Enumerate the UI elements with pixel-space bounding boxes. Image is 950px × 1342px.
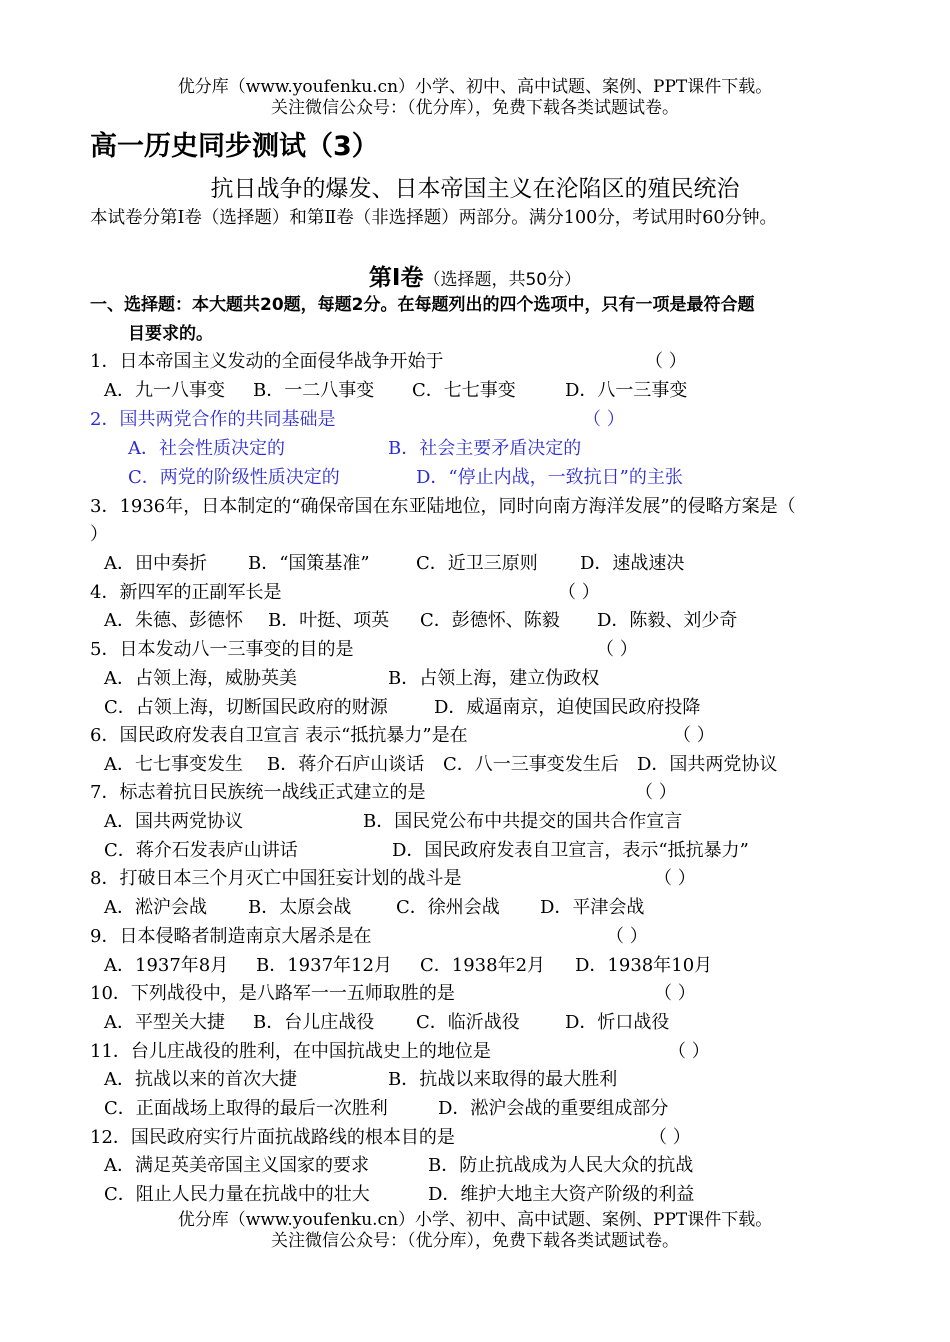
exam-intro: 本试卷分第Ⅰ卷（选择题）和第Ⅱ卷（非选择题）两部分。满分100分，考试用时60分钟。 (90, 208, 777, 228)
question-2-option-d: D．“停止内战，一致抗日”的主张 (416, 467, 683, 488)
question-11-option-c: C．正面战场上取得的最后一次胜利 (104, 1098, 388, 1119)
part-heading-note: （选择题，共50分） (423, 270, 582, 290)
question-8-answer-blank: （ ） (654, 868, 696, 889)
question-2-option-b: B．社会主要矛盾决定的 (388, 438, 582, 459)
section-heading-line-1: 一、选择题：本大题共20题，每题2分。在每题列出的四个选项中，只有一项是最符合题 (90, 295, 755, 315)
question-8-option-a: A．淞沪会战 (104, 897, 207, 918)
question-11-option-a: A．抗战以来的首次大捷 (104, 1069, 297, 1090)
page-title: 高一历史同步测试（3） (90, 131, 379, 162)
question-1-stem: 1．日本帝国主义发动的全面侵华战争开始于 (90, 351, 444, 372)
question-9-stem: 9．日本侵略者制造南京大屠杀是在 (90, 926, 372, 947)
question-11-option-d: D．淞沪会战的重要组成部分 (438, 1098, 669, 1119)
question-5-option-c: C．占领上海，切断国民政府的财源 (104, 697, 388, 718)
question-8-stem: 8．打破日本三个月灭亡中国狂妄计划的战斗是 (90, 868, 462, 889)
question-11-answer-blank: （ ） (668, 1041, 710, 1062)
question-11-stem: 11．台儿庄战役的胜利，在中国抗战史上的地位是 (90, 1041, 491, 1062)
question-8-option-b: B．太原会战 (248, 897, 352, 918)
question-7-answer-blank: （ ） (635, 782, 677, 803)
question-6-option-d: D．国共两党协议 (637, 754, 778, 775)
question-3-stem-continued: ） (90, 524, 108, 545)
question-3-option-c: C．近卫三原则 (416, 553, 538, 574)
footer-line-2: 关注微信公众号：（优分库），免费下载各类试题试卷。 (271, 1231, 679, 1251)
question-12-option-a: A．满足英美帝国主义国家的要求 (104, 1155, 369, 1176)
part-heading-main: 第Ⅰ卷 (368, 265, 424, 291)
question-1-answer-blank: （ ） (645, 351, 687, 372)
question-6-option-b: B．蒋介石庐山谈话 (267, 754, 425, 775)
question-6-option-c: C．八一三事变发生后 (443, 754, 619, 775)
question-4-stem: 4．新四军的正副军长是 (90, 582, 282, 603)
question-7-option-d: D．国民政府发表自卫宣言，表示“抵抗暴力” (392, 840, 749, 861)
header-line-2: 关注微信公众号：（优分库），免费下载各类试题试卷。 (271, 98, 679, 118)
question-4-option-d: D．陈毅、刘少奇 (597, 610, 738, 631)
question-12-option-b: B．防止抗战成为人民大众的抗战 (428, 1155, 694, 1176)
question-10-option-c: C．临沂战役 (416, 1012, 520, 1033)
question-1-option-c: C．七七事变 (412, 380, 516, 401)
question-3-option-a: A．田中奏折 (104, 553, 207, 574)
question-8-option-d: D．平津会战 (540, 897, 645, 918)
question-5-stem: 5．日本发动八一三事变的目的是 (90, 639, 354, 660)
question-7-option-a: A．国共两党协议 (104, 811, 243, 832)
question-1-option-d: D．八一三事变 (565, 380, 688, 401)
question-1-option-b: B．一二八事变 (253, 380, 375, 401)
question-10-stem: 10．下列战役中，是八路军一一五师取胜的是 (90, 983, 455, 1004)
part-heading (0, 263, 950, 295)
question-3-option-b: B．“国策基准” (248, 553, 370, 574)
question-9-option-a: A．1937年8月 (104, 955, 229, 976)
question-4-option-a: A．朱德、彭德怀 (104, 610, 243, 631)
question-2-answer-blank: （ ） (583, 409, 625, 430)
question-5-option-d: D．威逼南京，迫使国民政府投降 (434, 697, 701, 718)
question-12-option-c: C．阻止人民力量在抗战中的壮大 (104, 1184, 370, 1205)
question-10-option-b: B．台儿庄战役 (253, 1012, 375, 1033)
question-12-answer-blank: （ ） (649, 1127, 691, 1148)
footer-line-1: 优分库（www.youfenku.cn）小学、初中、高中试题、案例、PPT课件下载。 (177, 1210, 773, 1230)
question-4-answer-blank: （ ） (558, 582, 600, 603)
header-line-1: 优分库（www.youfenku.cn）小学、初中、高中试题、案例、PPT课件下载。 (177, 77, 773, 97)
question-9-option-c: C．1938年2月 (420, 955, 546, 976)
question-2-stem: 2．国共两党合作的共同基础是 (90, 409, 336, 430)
question-5-option-a: A．占领上海，威胁英美 (104, 668, 297, 689)
question-3-stem: 3．1936年，日本制定的“确保帝国在东亚陆地位，同时向南方海洋发展”的侵略方案是（ (90, 496, 796, 517)
question-6-option-a: A．七七事变发生 (104, 754, 243, 775)
question-4-option-c: C．彭德怀、陈毅 (420, 610, 560, 631)
question-6-answer-blank: （ ） (673, 725, 715, 746)
question-2-option-a: A．社会性质决定的 (128, 438, 285, 459)
question-4-option-b: B．叶挺、项英 (268, 610, 390, 631)
question-5-option-b: B．占领上海，建立伪政权 (388, 668, 600, 689)
section-heading-line-2: 目要求的。 (128, 324, 213, 344)
question-7-option-c: C．蒋介石发表庐山讲话 (104, 840, 298, 861)
question-9-option-d: D．1938年10月 (575, 955, 713, 976)
question-2-option-c: C．两党的阶级性质决定的 (128, 467, 340, 488)
question-8-option-c: C．徐州会战 (396, 897, 500, 918)
question-10-option-d: D．忻口战役 (565, 1012, 670, 1033)
question-10-answer-blank: （ ） (654, 983, 696, 1004)
question-12-option-d: D．维护大地主大资产阶级的利益 (428, 1184, 695, 1205)
question-9-answer-blank: （ ） (606, 926, 648, 947)
question-1-option-a: A．九一八事变 (104, 380, 225, 401)
question-7-option-b: B．国民党公布中共提交的国共合作宣言 (363, 811, 683, 832)
question-3-option-d: D．速战速决 (580, 553, 685, 574)
question-11-option-b: B．抗战以来取得的最大胜利 (388, 1069, 618, 1090)
question-12-stem: 12．国民政府实行片面抗战路线的根本目的是 (90, 1127, 455, 1148)
question-7-stem: 7．标志着抗日民族统一战线正式建立的是 (90, 782, 426, 803)
page-subtitle: 抗日战争的爆发、日本帝国主义在沦陷区的殖民统治 (210, 176, 740, 202)
question-5-answer-blank: （ ） (596, 639, 638, 660)
question-9-option-b: B．1937年12月 (256, 955, 392, 976)
question-6-stem: 6．国民政府发表自卫宣言 表示“抵抗暴力”是在 (90, 725, 468, 746)
question-10-option-a: A．平型关大捷 (104, 1012, 225, 1033)
